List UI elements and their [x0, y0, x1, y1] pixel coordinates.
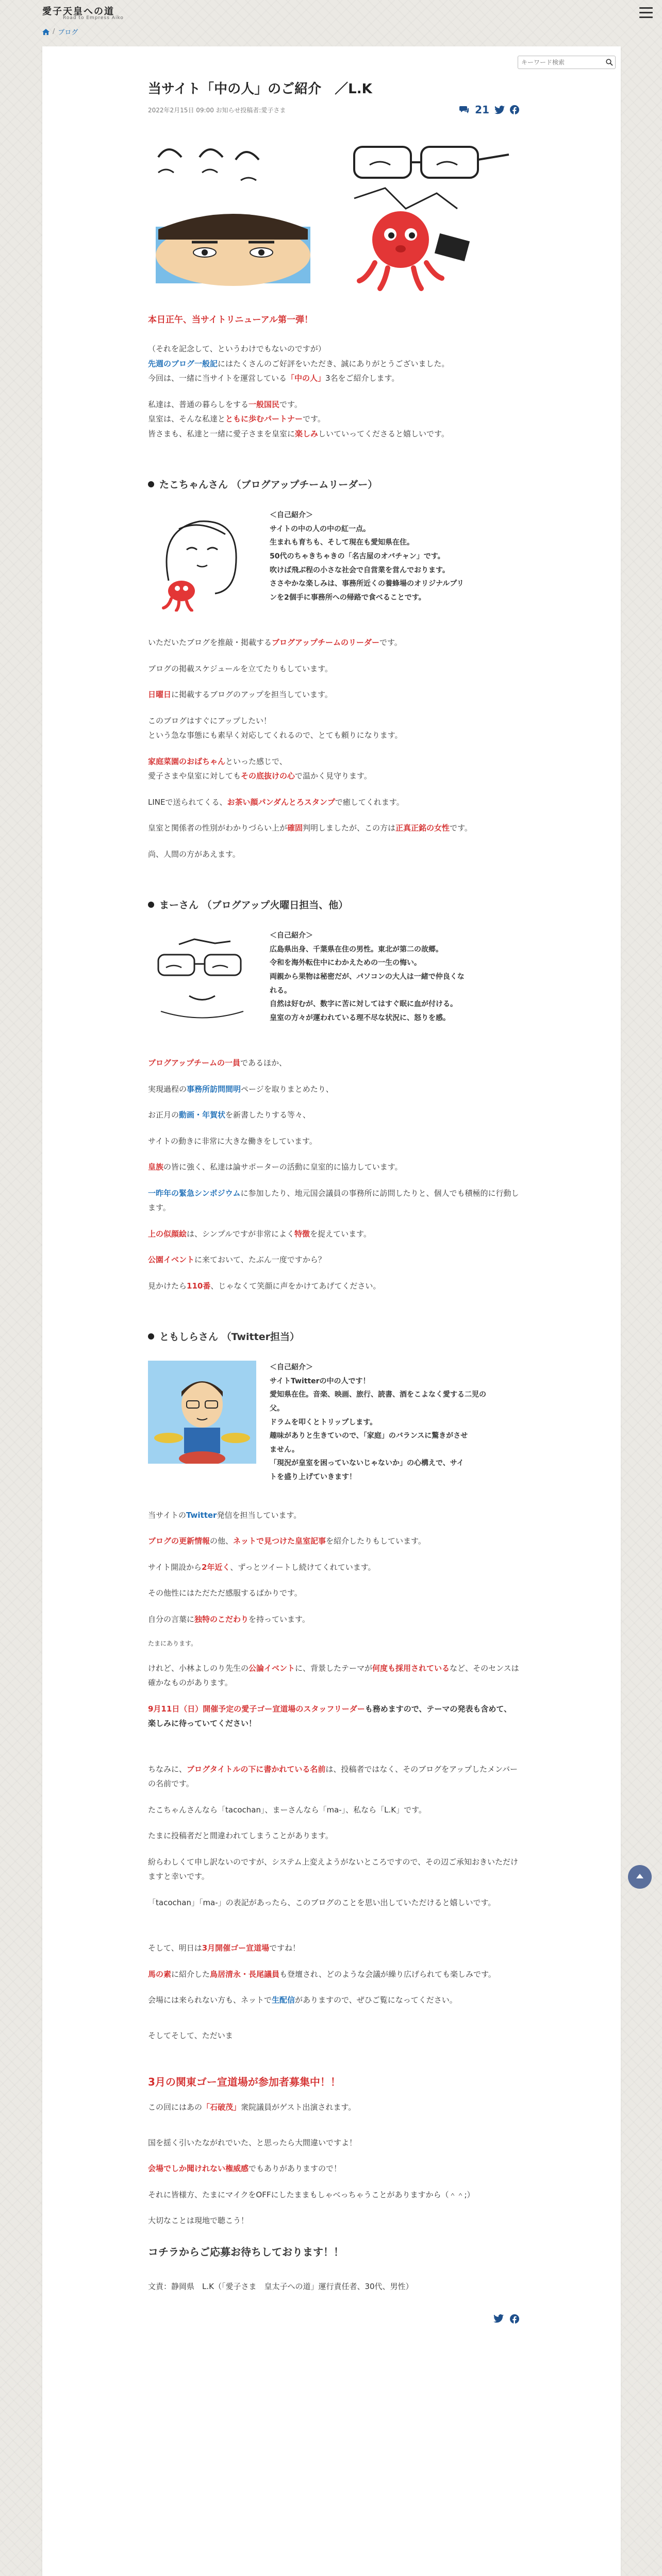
article-text: [148, 1993, 519, 2008]
intro-link[interactable]: 先週のブログ一般記: [148, 359, 218, 368]
article-text: たこちゃんさんなら「tacochan」、まーさんなら「ma-」、私なら「L.K」です。: [148, 1805, 426, 1815]
profile-tomo-text: [270, 1361, 486, 1484]
article-text: たまに投稿者だと間違われてしまうことがあります。: [148, 1831, 333, 1841]
article-text: [148, 1056, 519, 1071]
article-text: 2年近く: [201, 1562, 230, 1572]
article-text: いただいたブログを推敲・掲載する: [148, 638, 272, 648]
breadcrumb-separator: /: [53, 28, 55, 36]
article-text: [148, 1560, 519, 1575]
article-text: サイトTwitterの中の人です！: [270, 1377, 370, 1385]
article-text: 広島県出身、千葉県在住の男性。東北が第二の故郷。: [270, 945, 443, 954]
article-text: 愛子さまや皇室に対しても: [148, 771, 241, 781]
article-text: を新書したりする等々、: [225, 1110, 311, 1120]
article-text: ネットで見つけた皇室記事: [233, 1536, 326, 1546]
article-text: ともしらさん （Twitter担当）: [159, 1331, 300, 1343]
article-text: 生まれも育ちも、そして現在も愛知県在住。: [270, 538, 414, 547]
article-text: [148, 795, 519, 810]
article-text: に紹介した: [171, 1969, 210, 1979]
bullet-icon: [148, 902, 154, 908]
article-text: 自然は好むが、数字に苦に対してはすぐ眠に血が付ける。: [270, 1000, 457, 1009]
article-text: 生配信: [272, 1995, 295, 2005]
article-text: 独特のこだわり: [194, 1614, 249, 1624]
article-text: ブログの更新情報: [148, 1536, 210, 1546]
article-text: に掲載するブログのアップを担当しています。: [171, 690, 333, 700]
article-text: ません。: [270, 1445, 299, 1454]
article-text: 令和を海外転住中にわかえための一生の悔い。: [270, 959, 421, 968]
apply-link[interactable]: コチラからご応募お待ちしております！！: [148, 2245, 344, 2258]
facebook-icon[interactable]: [510, 2314, 519, 2324]
article-text: 上の似顔絵: [148, 1229, 187, 1239]
article-text: 実現過程の: [148, 1084, 187, 1094]
article-text: 「tacochan」「ma-」の表記があったら、このブログのことを思い出していただけると嬉しいです。: [148, 1897, 496, 1907]
article-text: [148, 1508, 519, 1523]
breadcrumb: [42, 27, 78, 37]
article-content: [148, 78, 519, 2324]
hamburger-menu-icon[interactable]: [639, 7, 653, 19]
article-text: 馬の素: [148, 1969, 172, 1979]
article-text: であるほか、: [240, 1058, 287, 1068]
article-text: 動画・年賀状: [179, 1110, 226, 1120]
article-text: れる。: [270, 986, 291, 995]
article-text: 会場には来られない方も、ネットで: [148, 1995, 272, 2005]
article-text: [148, 1941, 519, 1956]
article-text: [148, 2100, 519, 2115]
article-text: [148, 1702, 519, 1731]
article-text: サイトの中の人の中の紅一点。: [270, 524, 371, 533]
article-text: [148, 1082, 519, 1097]
tomo-face-drawing: [156, 214, 310, 286]
article-text: [148, 1227, 519, 1242]
article-text: 尚、人間の方があえます。: [148, 849, 240, 859]
article-text: [148, 1967, 519, 1982]
article-text: ＜自己紹介＞: [270, 931, 313, 940]
article-text: サイト開設から: [148, 1562, 202, 1572]
article-text: その底抜けの心: [241, 771, 295, 781]
article-text: [148, 821, 519, 836]
bullet-icon: [148, 1333, 154, 1340]
ma-face-drawing: [354, 147, 509, 209]
intro-text: 今回は、一緒に当サイトを運営している: [148, 374, 287, 383]
profile-tomo: [148, 1361, 519, 1484]
article-text: 3月開催ゴー宣道場: [202, 1943, 270, 1953]
article-text: 紛らわしくて申し訳ないのですが、システム上変えようがないところですので、その辺ご承知おきいただけますと幸いです。: [148, 1857, 519, 1882]
article-text: 吹けば飛ぶ程の小さな社会で自営業を営んでおります。: [270, 566, 450, 574]
facebook-icon[interactable]: [510, 105, 519, 114]
article-text: など、そのセンスは確かなものがあります。: [148, 1663, 519, 1688]
search-input[interactable]: [518, 59, 604, 66]
article-text: 愛知県在住。音楽、映画、旅行、読書、酒をこよなく愛する二児の: [270, 1391, 486, 1399]
article-text: がありますので、ぜひご覧になってください。: [295, 1995, 457, 2005]
article-text: 皇族: [148, 1162, 164, 1172]
share-bar-bottom: [148, 2314, 519, 2324]
article-text: 自分の言葉に: [148, 1614, 195, 1624]
share-bar: [459, 104, 519, 116]
article-text: 50代のちゃきちゃきの「名古屋のオバチャン」です。: [270, 552, 445, 561]
comment-icon[interactable]: [459, 105, 470, 114]
article-text: でもありがありますので！: [249, 2164, 342, 2174]
article-text: 何度も採用されている: [372, 1663, 450, 1673]
article-text: そして、明日は: [148, 1943, 202, 1953]
profile-ma: [148, 929, 519, 1032]
article-text: [148, 1279, 519, 1294]
article-text: トを盛り上げていきます！: [270, 1473, 356, 1482]
article-text: 「石破茂」: [202, 2103, 241, 2112]
article-text: [148, 1160, 519, 1175]
article-text: 父。: [270, 1404, 284, 1413]
profile-tako-text: [270, 509, 464, 612]
article-text: です。: [450, 823, 472, 833]
article-text: で癒してくれます。: [335, 797, 404, 807]
article-text: [148, 754, 519, 784]
site-logo-subtitle: Road to Empress Aiko: [63, 15, 124, 21]
article-text: 両親から果物は秘密だが、パソコンの大人は一緒で仲良くな: [270, 973, 465, 981]
section-title-ma: [148, 897, 519, 911]
article-text: 110番: [187, 1281, 211, 1291]
twitter-icon[interactable]: [494, 106, 505, 114]
article-text: ブログの掲載スケジュールを立てたりもしています。: [148, 664, 333, 673]
article-text: [148, 635, 519, 650]
article-text: 事務所訪問間明: [187, 1084, 241, 1094]
article-text: 発信を担当しています。: [217, 1510, 302, 1520]
article-text: お正月の: [148, 1110, 179, 1120]
article-text: に参加したり、地元国会議員の事務所に訪問したりと、個人でも積極的に行動します。: [148, 1188, 519, 1213]
tomo-portrait-drawing: [148, 1361, 256, 1464]
article-text: ンを2個手に事務所への帰路で食べることです。: [270, 593, 426, 602]
article-text: [148, 2161, 519, 2176]
article-text: サイトの動きに非常に大きな働きをしています。: [148, 1136, 317, 1146]
article-card: [42, 46, 621, 2576]
article-text: 見かけたら: [148, 1281, 187, 1291]
article-text: 公園イベント: [148, 1255, 195, 1265]
intro-text: 皆さまも、私達と一緒に愛子さまを皇室に: [148, 429, 295, 438]
article-text: けれど、小林よしのり先生の: [148, 1663, 249, 1673]
hero-illustration: [148, 137, 519, 291]
article-text: 趣味がありと生きていので、「家庭」のバランスに驚きがさせ: [270, 1432, 468, 1440]
article-text: [148, 1252, 519, 1267]
arrow-up-icon: [635, 1872, 644, 1882]
author-signature: 文責：静岡県 L.K（「愛子さま 皇太子への道」運行責任者、30代、男性）: [148, 2281, 413, 2291]
article-text: の皆に強く、私達は論サポーターの活動に皇室的に協力しています。: [163, 1162, 403, 1172]
home-icon[interactable]: [42, 29, 49, 35]
article-text: 日曜日: [148, 690, 172, 700]
article-text: このブログはすぐにアップしたい！: [148, 716, 271, 725]
article-text: ブログアップチームのリーダー: [272, 638, 379, 648]
article-text: 当サイトの: [148, 1510, 186, 1520]
article-text: という急な事態にも素早く対応してくれるので、とても頼りになります。: [148, 731, 403, 740]
article-text: 一昨年の緊急シンポジウム: [148, 1188, 241, 1198]
article-text: [148, 397, 519, 442]
site-logo[interactable]: 愛子天皇への道: [42, 6, 114, 17]
tako-portrait-drawing: [148, 509, 256, 612]
article-text: を持っています。: [249, 1614, 310, 1624]
article-text: 会場でしか聞けれない権威感: [148, 2164, 249, 2174]
article-text: 皇室と関係者の性別がわかりづらい上が: [148, 823, 288, 833]
octopus-drawing: [359, 211, 470, 289]
article-text: といった感じで、: [225, 756, 287, 766]
article-text: たまにあります。: [148, 1640, 197, 1648]
intro-text: にはたくさんのご好評をいただき、誠にありがとうございました。: [218, 359, 450, 368]
article-text: ブログアップチームの一員: [148, 1058, 240, 1068]
article-text: です。: [379, 638, 402, 648]
twitter-icon[interactable]: [493, 2314, 504, 2323]
article-text: [148, 342, 519, 386]
intro-text: です。: [279, 399, 302, 409]
article-text: [148, 687, 519, 702]
intro-text: です。: [303, 414, 325, 424]
article-text: 「現況が皇室を困っていないじゃないか」の心構えで、サイ: [270, 1459, 464, 1468]
article-text: 大切なことは現地で聴こう！: [148, 2216, 249, 2226]
article-text: [148, 1661, 519, 1690]
intro-text: 3名をご紹介します。: [325, 374, 400, 383]
article-text: は、シンプルですが非常によく: [187, 1229, 295, 1239]
article-text: 正真正銘の女性: [395, 823, 450, 833]
article-text: を捉えています。: [310, 1229, 371, 1239]
article-text: ページを取りまとめたり、: [241, 1084, 334, 1094]
article-text: お茶い顔パンダんとろスタンプ: [227, 797, 335, 807]
article-text: に来ておいて、たぶん一度ですから？: [194, 1255, 326, 1265]
article-text: 衆院議員がゲスト出演されます。: [241, 2103, 356, 2112]
article-text: この回にはあの: [148, 2103, 203, 2112]
article-text: [148, 1534, 519, 1549]
article-text: 公論イベント: [249, 1663, 295, 1673]
article-text: Twitter: [186, 1510, 217, 1520]
article-text: [148, 1762, 519, 1791]
article-text: 鳥居清永・長尾議員: [210, 1969, 280, 1979]
article-text: 9月11日（日）開催予定の愛子ゴー宣道場のスタッフリーダー: [148, 1704, 365, 1714]
article-text: ですね！: [269, 1943, 301, 1953]
article-text: ドラムを叩くとトリップします。: [270, 1418, 377, 1427]
ma-portrait-drawing: [148, 929, 256, 1032]
comment-count[interactable]: 21: [475, 104, 489, 116]
search-box: [518, 56, 616, 69]
article-text: 、じゃなくて笑顔に声をかけてあげてください。: [210, 1281, 381, 1291]
article-text: [148, 714, 519, 743]
post-meta: 2022年2月15日 09:00 お知らせ投稿者:愛子さま: [148, 106, 286, 114]
intro-text: 私達は、普通の暮らしをする: [148, 399, 249, 409]
intro-emphasis: 「中の人」: [286, 374, 325, 383]
article-text: 家庭菜園のおばちゃん: [148, 756, 226, 766]
article-text: も務めますので、テーマの発表も含めて、楽しみに待っていてください！: [148, 1704, 512, 1728]
article-text: ブログタイトルの下に書かれている名前: [187, 1764, 326, 1774]
intro-emphasis: 楽しみ: [295, 429, 319, 438]
tako-face-drawing: [158, 149, 259, 180]
scroll-to-top-button[interactable]: [628, 1865, 652, 1889]
article-text: ささやかな楽しみは、事務所近くの養蜂場のオリジナルプリ: [270, 580, 464, 588]
article-text: も登壇され、どのような会議が繰り広げられても楽しみです。: [279, 1969, 496, 1979]
article-text: [148, 1108, 519, 1123]
bullet-icon: [148, 481, 154, 487]
article-text: 特徴: [294, 1229, 310, 1239]
article-text: まーさん （ブログアップ火曜日担当、他）: [159, 900, 349, 911]
article-text: の他、: [210, 1536, 234, 1546]
intro-text: しいていってくださると嬉しいです。: [318, 429, 449, 438]
profile-ma-text: [270, 929, 465, 1032]
article-text: 、ずっとツイートし続けてくれています。: [230, 1562, 376, 1572]
section-title-tomo: [148, 1329, 519, 1343]
article-text: [148, 1612, 519, 1627]
intro-text: 皇室は、そんな私達と: [148, 414, 226, 424]
article-text: たこちゃんさん （ブログアップチームリーダー）: [159, 479, 378, 491]
search-icon[interactable]: [604, 57, 615, 68]
site-header: [0, 0, 662, 39]
article-text: で温かく見守ります。: [295, 771, 372, 781]
article-text: それに皆様方、たまにマイクをOFFにしたままもしゃべっちゃうことがありますから（＾＾;）: [148, 2190, 475, 2199]
intro-emphasis: ともに歩むパートナー: [225, 414, 303, 424]
article-text: 確固: [287, 823, 303, 833]
breadcrumb-item-blog[interactable]: ブログ: [58, 29, 78, 37]
intro-headline: 本日正午、当サイトリニューアル第一弾！: [148, 315, 313, 325]
article-text: ＜自己紹介＞: [270, 511, 313, 520]
article-text: LINEで送られてくる、: [148, 797, 227, 807]
article-text: は、投稿者ではなく、そのブログをアップしたメンバーの名前です。: [148, 1764, 518, 1789]
profile-tako: [148, 509, 519, 612]
article-text: [148, 1186, 519, 1215]
article-text: そしてそして、ただいま: [148, 2030, 233, 2040]
page-title: 当サイト「中の人」のご紹介 ／L.K: [148, 81, 372, 97]
article-text: 国を揺く引いたながれでいた、と思ったら大間違いですよ！: [148, 2138, 357, 2147]
section-title-tako: [148, 477, 519, 491]
article-text: 皇室の方々が運われている理不尽な状況に、怒りを感。: [270, 1013, 450, 1022]
intro-text: （それを記念して、というわけでもないのですが）: [148, 344, 326, 354]
article-text: ＜自己紹介＞: [270, 1363, 313, 1372]
intro-emphasis: 一般国民: [249, 399, 280, 409]
article-text: その他性にはただただ感服するばかりです。: [148, 1588, 302, 1598]
recruit-headline: 3月の関東ゴー宣道場が参加者募集中！！: [148, 2076, 341, 2089]
article-text: に、背景したテーマが: [295, 1663, 373, 1673]
article-text: を紹介したりもしています。: [326, 1536, 426, 1546]
article-text: 判明しましたが、この方は: [303, 823, 396, 833]
article-text: ちなみに、: [148, 1764, 187, 1774]
